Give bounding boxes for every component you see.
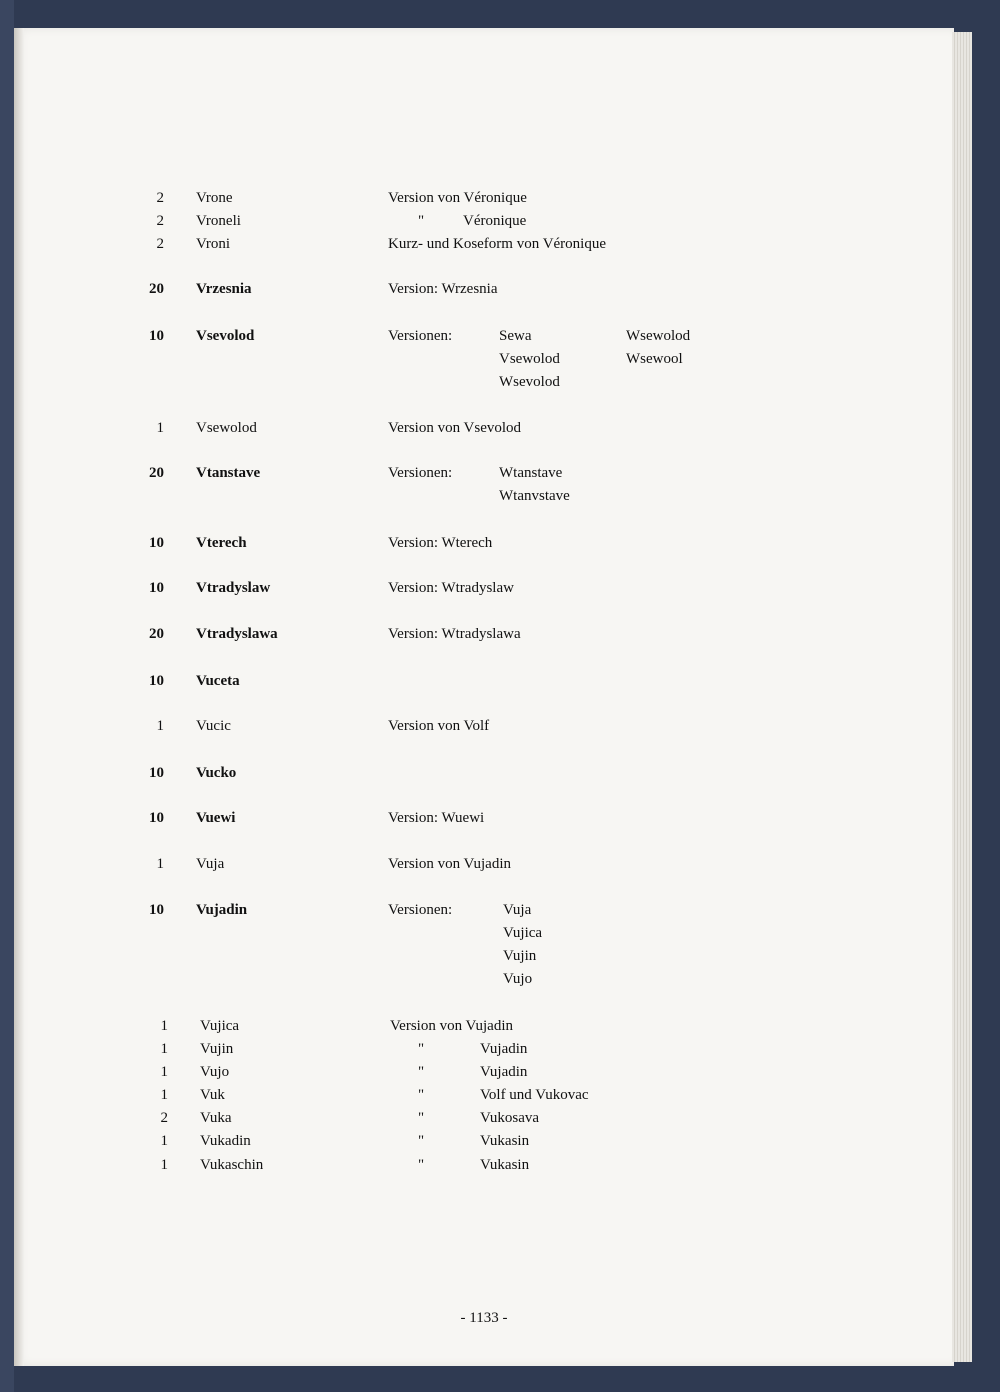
entry-description: Version von Véronique — [388, 190, 527, 206]
list-item — [14, 856, 954, 878]
variant-name: Vsewolod — [499, 351, 560, 367]
entry-name: Vuewi — [196, 810, 236, 826]
entry-count: 1 — [160, 1041, 168, 1057]
entry-count: 20 — [149, 281, 164, 297]
entry-name: Vucic — [196, 718, 231, 734]
entry-count: 2 — [156, 236, 164, 252]
variant-name: Wtanvstave — [499, 488, 570, 504]
ditto-mark: " — [418, 1041, 425, 1057]
entry-name: Vuja — [196, 856, 225, 872]
entry-description: Version von Vsevolod — [388, 420, 522, 436]
entry-name: Vtradyslawa — [196, 626, 278, 642]
entry-description: Vujadin — [480, 1041, 528, 1057]
list-item — [14, 1110, 954, 1132]
list-item — [14, 1064, 954, 1086]
page-stack-edges — [952, 32, 972, 1362]
entry-description: Version von Vujadin — [388, 856, 511, 872]
entry-name: Vrzesnia — [196, 281, 252, 297]
ditto-mark: " — [418, 1157, 425, 1173]
list-item — [14, 810, 954, 832]
list-item — [14, 1018, 954, 1040]
entry-description: Version: Wrzesnia — [388, 281, 498, 297]
entry-description: Versionen: — [388, 902, 453, 918]
entry-description: Vukosava — [480, 1110, 540, 1126]
entry-count: 20 — [149, 465, 164, 481]
list-item-continuation — [14, 374, 954, 396]
list-item-continuation — [14, 971, 954, 993]
entry-description: Vujadin — [480, 1064, 528, 1080]
variant-name: Sewa — [499, 328, 532, 344]
entry-count: 1 — [160, 1087, 168, 1103]
entry-description: Versionen: — [388, 465, 453, 481]
entry-name: Vsewolod — [196, 420, 257, 436]
entry-description: Vukasin — [480, 1157, 530, 1173]
page-number: - 1133 - — [460, 1310, 508, 1326]
page-binding-shadow — [14, 28, 24, 1366]
ditto-mark: " — [418, 1133, 425, 1149]
entry-name: Vujin — [200, 1041, 234, 1057]
entry-count: 10 — [149, 673, 164, 689]
list-item — [14, 765, 954, 787]
list-item-continuation — [14, 925, 954, 947]
entry-description: Version: Wtradyslaw — [388, 580, 514, 596]
list-item — [14, 328, 954, 350]
entry-count: 20 — [149, 626, 164, 642]
entry-name: Vtradyslaw — [196, 580, 271, 596]
list-item-continuation — [14, 488, 954, 510]
entry-name: Vukaschin — [200, 1157, 264, 1173]
variant-name: Wsewool — [626, 351, 683, 367]
entry-description: Version: Wtradyslawa — [388, 626, 521, 642]
entry-count: 10 — [149, 535, 164, 551]
entry-name: Vroneli — [196, 213, 241, 229]
entry-count: 1 — [160, 1018, 168, 1034]
entry-description: Version von Vujadin — [390, 1018, 513, 1034]
entry-name: Vukadin — [200, 1133, 251, 1149]
entry-description: Kurz- und Koseform von Véronique — [388, 236, 607, 252]
entry-name: Vujo — [200, 1064, 230, 1080]
variant-name: Vujo — [503, 971, 533, 987]
list-item — [14, 213, 954, 235]
entry-count: 1 — [156, 420, 164, 436]
entry-count: 10 — [149, 580, 164, 596]
entry-name: Vucko — [196, 765, 237, 781]
variant-name: Vujin — [503, 948, 537, 964]
entry-count: 10 — [149, 765, 164, 781]
list-item — [14, 673, 954, 695]
list-item-continuation — [14, 351, 954, 373]
entry-name: Vroni — [196, 236, 231, 252]
list-item — [14, 902, 954, 924]
variant-name: Wtanstave — [499, 465, 563, 481]
entry-count: 10 — [149, 810, 164, 826]
variant-name: Vujica — [503, 925, 543, 941]
ditto-mark: " — [418, 1087, 425, 1103]
entry-name: Vujica — [200, 1018, 240, 1034]
entry-name: Vuk — [200, 1087, 225, 1103]
entry-description: Version: Wuewi — [388, 810, 485, 826]
list-item — [14, 190, 954, 212]
entry-name: Vuceta — [196, 673, 240, 689]
list-item — [14, 281, 954, 303]
list-item — [14, 1087, 954, 1109]
entry-count: 2 — [160, 1110, 168, 1126]
book-page — [14, 28, 954, 1366]
entry-description: Vukasin — [480, 1133, 530, 1149]
entry-count: 2 — [156, 213, 164, 229]
entry-name: Vterech — [196, 535, 247, 551]
entry-description: Versionen: — [388, 328, 453, 344]
list-item-continuation — [14, 948, 954, 970]
entry-name: Vujadin — [196, 902, 248, 918]
list-item — [14, 1041, 954, 1063]
variant-name: Vuja — [503, 902, 532, 918]
entry-count: 1 — [156, 718, 164, 734]
list-item — [14, 420, 954, 442]
list-item — [14, 535, 954, 557]
entry-description: Version: Wterech — [388, 535, 493, 551]
ditto-mark: " — [418, 213, 425, 229]
list-item — [14, 718, 954, 740]
variant-name: Wsevolod — [499, 374, 560, 390]
entry-name: Vsevolod — [196, 328, 255, 344]
entry-description: Version von Volf — [388, 718, 490, 734]
book-cover-edge — [0, 0, 14, 1392]
list-item — [14, 580, 954, 602]
entry-count: 1 — [160, 1157, 168, 1173]
variant-name: Wsewolod — [626, 328, 691, 344]
entry-count: 1 — [156, 856, 164, 872]
list-item — [14, 236, 954, 258]
list-item — [14, 465, 954, 487]
entry-count: 2 — [156, 190, 164, 206]
entry-name: Vrone — [196, 190, 233, 206]
ditto-mark: " — [418, 1110, 425, 1126]
entry-name: Vuka — [200, 1110, 232, 1126]
entry-count: 10 — [149, 902, 164, 918]
entry-description: Volf und Vukovac — [480, 1087, 589, 1103]
list-item — [14, 1157, 954, 1179]
entry-count: 10 — [149, 328, 164, 344]
entry-name: Vtanstave — [196, 465, 261, 481]
entry-count: 1 — [160, 1133, 168, 1149]
entry-count: 1 — [160, 1064, 168, 1080]
entry-description: Véronique — [463, 213, 527, 229]
list-item — [14, 1133, 954, 1155]
ditto-mark: " — [418, 1064, 425, 1080]
list-item — [14, 626, 954, 648]
